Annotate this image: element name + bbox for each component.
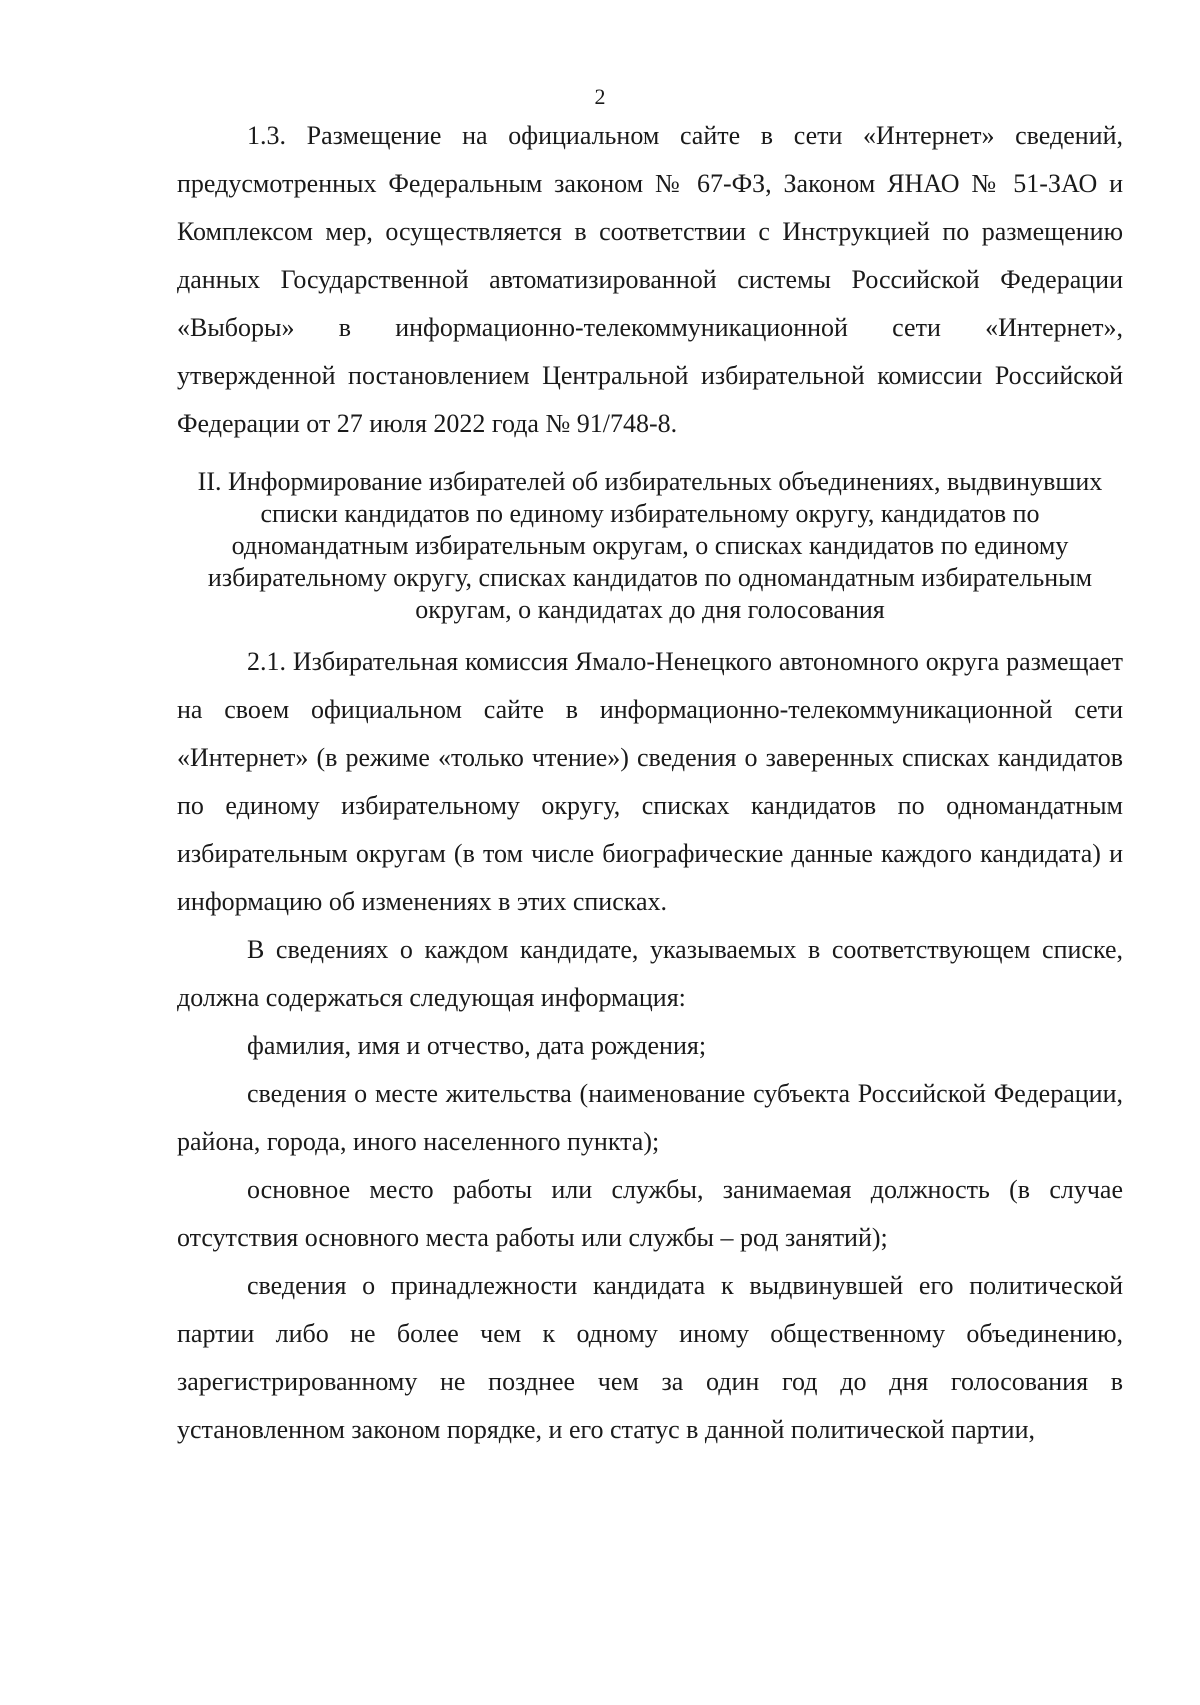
section-1-body — [177, 112, 1123, 448]
section-2-heading: II. Информирование избирателей об избирательных объединениях, выдвинувших списки кандидатов по единому избирательному округу, кандидатов по одномандатным избирательным округам, о списках кандидатов по единому избирательному округу, списках кандидатов по одномандатным избирательным округам, о кандидатах до дня голосования — [197, 467, 1103, 624]
paragraph-1-3: 1.3. Размещение на официальном сайте в сети «Интернет» сведений, предусмотренных Федеральным законом № 67-ФЗ, Законом ЯНАО № 51-ЗАО и Комплексом мер, осуществляется в соответствии с Инструкцией по размещению данных Государственной автоматизированной системы Российской Федерации «Выборы» в информационно-телекоммуникационной сети «Интернет», утвержденной постановлением Центральной избирательной комиссии Российской Федерации от 27 июля 2022 года № 91/748-8. — [177, 121, 1123, 438]
section-2-body — [177, 638, 1123, 1454]
paragraph-2-1: 2.1. Избирательная комиссия Ямало-Ненецкого автономного округа размещает на своем официальном сайте в информационно-телекоммуникационной сети «Интернет» (в режиме «только чтение») сведения о заверенных списках кандидатов по единому избирательному округу, списках кандидатов по одномандатным избирательным округам (в том числе биографические данные каждого кандидата) и информацию об изменениях в этих списках. — [177, 647, 1123, 916]
list-item-residence: сведения о месте жительства (наименование субъекта Российской Федерации, района, города, иного населенного пункта); — [177, 1079, 1123, 1156]
paragraph-candidate-info-intro: В сведениях о каждом кандидате, указываемых в соответствующем списке, должна содержаться следующая информация: — [177, 935, 1123, 1012]
page-number: 2 — [594, 84, 606, 109]
list-item-party-affiliation: сведения о принадлежности кандидата к выдвинувшей его политической партии либо не более чем к одному иному общественному объединению, зарегистрированному не позднее чем за один год до дня голосования в установленном законом порядке, и его статус в данной политической партии, — [177, 1271, 1123, 1444]
list-item-workplace: основное место работы или службы, занимаемая должность (в случае отсутствия основного места работы или службы – род занятий); — [177, 1175, 1123, 1252]
list-item-full-name: фамилия, имя и отчество, дата рождения; — [247, 1031, 707, 1060]
